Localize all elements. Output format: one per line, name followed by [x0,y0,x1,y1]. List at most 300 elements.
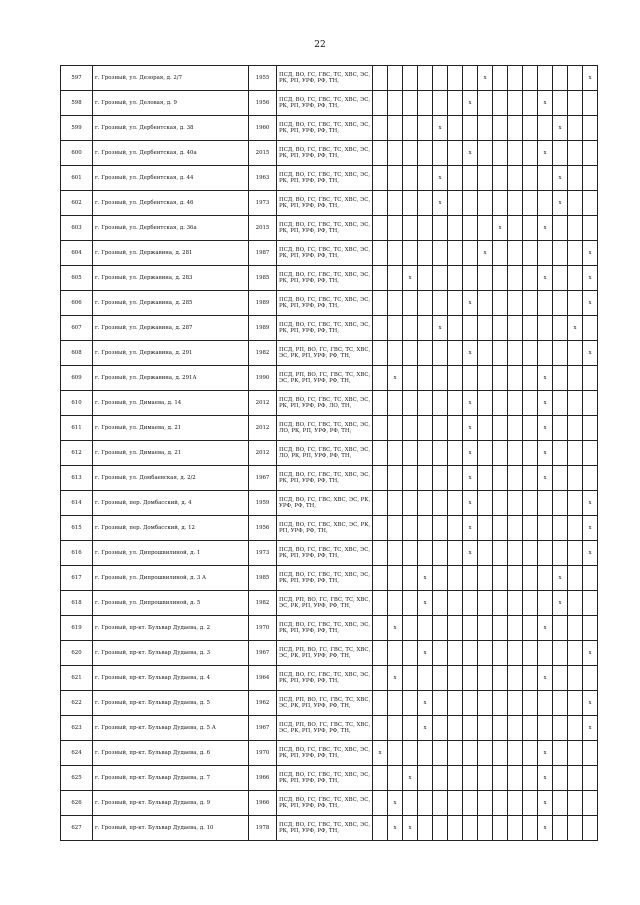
row-mark-cell [538,116,553,141]
row-mark-cell [373,191,388,216]
row-mark-cell [373,591,388,616]
row-year: 1956 [249,91,277,116]
row-mark-cell [538,341,553,366]
table-row [61,316,598,341]
row-mark-cell [448,66,463,91]
row-mark-cell [508,466,523,491]
row-mark-cell [568,91,583,116]
row-mark-cell [418,516,433,541]
row-mark-cell: х [388,666,403,691]
row-mark-cell: х [538,441,553,466]
row-mark-cell [433,516,448,541]
row-mark-cell [418,241,433,266]
row-mark-cell [403,416,418,441]
row-mark-cell [448,541,463,566]
row-mark-cell [523,266,538,291]
table-row [61,66,598,91]
row-year: 2012 [249,416,277,441]
row-mark-cell [433,666,448,691]
row-mark-cell [418,666,433,691]
row-mark-cell [538,516,553,541]
row-mark-cell [403,691,418,716]
row-mark-cell [418,541,433,566]
table-row [61,816,598,841]
row-mark-cell [478,266,493,291]
row-mark-cell [418,341,433,366]
row-mark-cell [403,366,418,391]
row-mark-cell [418,616,433,641]
row-mark-cell [403,166,418,191]
row-year: 1967 [249,716,277,741]
row-mark-cell [478,316,493,341]
row-mark-cell [523,316,538,341]
row-mark-cell [523,141,538,166]
row-mark-cell [463,166,478,191]
row-mark-cell [448,166,463,191]
row-mark-cell [463,766,478,791]
row-mark-cell: х [538,141,553,166]
row-mark-cell [478,91,493,116]
row-mark-cell [508,291,523,316]
table-row [61,191,598,216]
row-year: 1959 [249,491,277,516]
row-mark-cell [448,741,463,766]
row-mark-cell [568,291,583,316]
row-mark-cell [373,341,388,366]
row-mark-cell [463,691,478,716]
row-mark-cell: х [583,241,598,266]
row-mark-cell [388,741,403,766]
row-mark-cell [493,291,508,316]
table-row [61,766,598,791]
row-mark-cell [583,366,598,391]
row-mark-cell [568,716,583,741]
row-address: г. Грозный, ул. Дербентская, д. 36а [93,216,249,241]
row-address: г. Грозный, ул. Дипрошвилиной, д. 1 [93,541,249,566]
row-number: 599 [61,116,93,141]
row-address: г. Грозный, ул. Дипрошвилиной, д. 5 [93,591,249,616]
row-mark-cell [433,716,448,741]
row-mark-cell: х [418,641,433,666]
row-systems: ПСД, ВО, ГС, ГВС, ТС, ХВС, ЭС, РК, РП, УРФ, РФ, ТН, [277,166,373,191]
row-mark-cell [388,316,403,341]
row-mark-cell [568,741,583,766]
row-number: 621 [61,666,93,691]
row-mark-cell [478,391,493,416]
row-mark-cell [478,716,493,741]
row-mark-cell [478,516,493,541]
row-mark-cell [478,366,493,391]
table-row [61,266,598,291]
row-mark-cell [388,591,403,616]
row-number: 613 [61,466,93,491]
row-mark-cell [508,766,523,791]
row-mark-cell [553,516,568,541]
row-mark-cell [418,116,433,141]
row-mark-cell [433,266,448,291]
row-mark-cell [493,166,508,191]
row-mark-cell [553,266,568,291]
row-systems: ПСД, ВО, ГС, ГВС, ТС, ХВС, ЭС, ЛО, РК, РП, УРФ, РФ, ТН, [277,416,373,441]
row-mark-cell [373,566,388,591]
row-mark-cell [523,491,538,516]
row-mark-cell: х [463,466,478,491]
row-mark-cell [388,566,403,591]
row-number: 600 [61,141,93,166]
row-address: г. Грозный, пр-кт. Бульвар Дудаева, д. 5 А [93,716,249,741]
row-mark-cell: х [463,141,478,166]
row-mark-cell: х [433,316,448,341]
row-systems: ПСД, ВО, ГС, ГВС, ТС, ХВС, ЭС, РК, РП, УРФ, РФ, ТН, [277,541,373,566]
row-mark-cell [373,716,388,741]
row-mark-cell [478,216,493,241]
row-mark-cell [388,716,403,741]
row-mark-cell [388,191,403,216]
table-row [61,216,598,241]
row-mark-cell [553,766,568,791]
row-mark-cell [523,91,538,116]
row-systems: ПСД, ВО, ГС, ГВС, ТС, ХВС, ЭС, РК, РП, УРФ, РФ, ТН, [277,766,373,791]
row-address: г. Грозный, пр-кт. Бульвар Дудаева, д. 7 [93,766,249,791]
row-mark-cell [583,91,598,116]
row-mark-cell [493,791,508,816]
table-row [61,141,598,166]
row-mark-cell [418,441,433,466]
row-mark-cell [373,116,388,141]
row-mark-cell [388,416,403,441]
row-number: 624 [61,741,93,766]
row-mark-cell [418,291,433,316]
row-mark-cell [463,666,478,691]
row-mark-cell [433,341,448,366]
row-mark-cell: х [538,416,553,441]
row-mark-cell [508,191,523,216]
row-mark-cell [478,741,493,766]
row-systems: ПСД, ВО, ГС, ГВС, ТС, ХВС, ЭС, РК, РП, УРФ, РФ, ТН, [277,241,373,266]
row-mark-cell [463,216,478,241]
table-row [61,291,598,316]
row-mark-cell [583,616,598,641]
row-address: г. Грозный, пр-кт. Бульвар Дудаева, д. 2 [93,616,249,641]
row-mark-cell [568,566,583,591]
row-mark-cell [478,191,493,216]
row-mark-cell: х [538,266,553,291]
row-year: 1955 [249,66,277,91]
row-mark-cell [463,716,478,741]
row-mark-cell [463,816,478,841]
row-mark-cell [418,216,433,241]
row-mark-cell [373,816,388,841]
row-mark-cell [373,166,388,191]
row-mark-cell [583,316,598,341]
row-mark-cell: х [583,491,598,516]
row-mark-cell [478,491,493,516]
row-mark-cell [523,516,538,541]
row-mark-cell [523,291,538,316]
row-mark-cell [448,766,463,791]
row-mark-cell [523,666,538,691]
row-year: 1970 [249,616,277,641]
row-mark-cell [388,266,403,291]
row-mark-cell [493,266,508,291]
row-systems: ПСД, ВО, ГС, ГВС, ТС, ХВС, ЭС, РК, РП, УРФ, РФ, ТН, [277,466,373,491]
row-mark-cell [448,666,463,691]
row-mark-cell [373,366,388,391]
row-mark-cell [448,291,463,316]
row-systems: ПСД, ВО, ГС, ГВС, ТС, ХВС, ЭС, РК, РП, УРФ, РФ, ТН, [277,91,373,116]
row-mark-cell: х [403,266,418,291]
row-mark-cell [373,216,388,241]
table-row [61,341,598,366]
row-mark-cell [448,266,463,291]
row-mark-cell: х [403,816,418,841]
row-mark-cell [538,291,553,316]
row-mark-cell [568,541,583,566]
row-mark-cell [373,391,388,416]
row-mark-cell [583,666,598,691]
row-mark-cell [508,241,523,266]
row-mark-cell [508,266,523,291]
row-mark-cell [433,91,448,116]
row-mark-cell [568,591,583,616]
row-mark-cell [433,491,448,516]
row-mark-cell [448,416,463,441]
table-row [61,466,598,491]
row-mark-cell: х [553,591,568,616]
row-mark-cell [523,241,538,266]
row-mark-cell [478,616,493,641]
row-mark-cell [523,66,538,91]
row-mark-cell [403,491,418,516]
row-mark-cell [433,66,448,91]
row-mark-cell [493,116,508,141]
row-address: г. Грозный, ул. Деловая, д. 9 [93,91,249,116]
row-mark-cell [553,641,568,666]
table-row [61,791,598,816]
row-mark-cell [433,391,448,416]
row-year: 2015 [249,141,277,166]
row-year: 1989 [249,291,277,316]
row-mark-cell [538,541,553,566]
row-mark-cell [493,616,508,641]
row-mark-cell [448,616,463,641]
row-address: г. Грозный, ул. Державина, д. 287 [93,316,249,341]
row-mark-cell [478,666,493,691]
row-number: 619 [61,616,93,641]
row-mark-cell [508,316,523,341]
row-mark-cell [448,341,463,366]
row-systems: ПСД, ВО, ГС, ГВС, ХВС, ЭС, РК, РП, УРФ, РФ, ТН, [277,516,373,541]
row-systems: ПСД, ВО, ГС, ГВС, ХВС, ЭС, РК, УРФ, РФ, ТН, [277,491,373,516]
row-mark-cell [508,391,523,416]
row-mark-cell [373,141,388,166]
row-mark-cell [478,166,493,191]
row-systems: ПСД, ВО, ГС, ГВС, ТС, ХВС, ЭС, РК, РП, УРФ, РФ, ТН, [277,66,373,91]
row-mark-cell [583,191,598,216]
row-year: 1985 [249,566,277,591]
row-mark-cell: х [463,341,478,366]
row-mark-cell [478,341,493,366]
row-mark-cell [448,716,463,741]
row-mark-cell [463,66,478,91]
row-mark-cell [373,791,388,816]
row-mark-cell [388,541,403,566]
row-mark-cell [568,341,583,366]
row-mark-cell [553,216,568,241]
row-mark-cell [568,141,583,166]
row-systems: ПСД, РП, ВО, ГС, ГВС, ТС, ХВС, ЭС, РК, РП, УРФ, РФ, ТН, [277,716,373,741]
row-mark-cell: х [553,166,568,191]
row-address: г. Грозный, ул. Димаева, д. 21 [93,441,249,466]
row-mark-cell [373,291,388,316]
row-mark-cell [553,441,568,466]
row-address: г. Грозный, ул. Димаева, д. 14 [93,391,249,416]
row-mark-cell [388,241,403,266]
row-mark-cell [523,791,538,816]
row-mark-cell [538,491,553,516]
row-mark-cell [538,641,553,666]
row-mark-cell [388,291,403,316]
row-address: г. Грозный, ул. Дипрошвилиной, д. 3 А [93,566,249,591]
row-mark-cell [493,141,508,166]
row-mark-cell: х [463,441,478,466]
row-address: г. Грозный, ул. Дербентская, д. 38 [93,116,249,141]
row-year: 2012 [249,441,277,466]
row-mark-cell: х [538,816,553,841]
row-mark-cell [493,741,508,766]
row-mark-cell [568,766,583,791]
row-address: г. Грозный, ул. Дербентская, д. 46 [93,191,249,216]
row-mark-cell [553,716,568,741]
row-mark-cell [403,341,418,366]
row-mark-cell [553,666,568,691]
row-mark-cell [493,816,508,841]
row-mark-cell [508,666,523,691]
row-mark-cell [403,566,418,591]
row-mark-cell [538,691,553,716]
table-row [61,491,598,516]
row-mark-cell [448,491,463,516]
row-systems: ПСД, РП, ВО, ГС, ГВС, ТС, ХВС, ЭС, РК, РП, УРФ, РФ, ТН, [277,341,373,366]
row-mark-cell [508,491,523,516]
row-address: г. Грозный, ул. Державина, д. 281 [93,241,249,266]
row-mark-cell [388,216,403,241]
row-mark-cell [388,66,403,91]
row-number: 598 [61,91,93,116]
row-mark-cell [553,691,568,716]
row-mark-cell [433,766,448,791]
row-mark-cell [433,441,448,466]
row-systems: ПСД, ВО, ГС, ГВС, ТС, ХВС, ЭС, РК, РП, УРФ, РФ, ТН, [277,791,373,816]
row-mark-cell [553,341,568,366]
row-mark-cell [463,641,478,666]
row-year: 1963 [249,166,277,191]
row-mark-cell [583,566,598,591]
row-mark-cell: х [418,566,433,591]
row-mark-cell [448,91,463,116]
row-address: г. Грозный, ул. Державина, д. 291А [93,366,249,391]
row-mark-cell [553,616,568,641]
row-mark-cell [568,366,583,391]
row-mark-cell [493,366,508,391]
row-mark-cell [403,116,418,141]
row-mark-cell [508,541,523,566]
row-mark-cell [388,141,403,166]
row-systems: ПСД, ВО, ГС, ГВС, ТС, ХВС, ЭС, РК, РП, УРФ, РФ, ТН, [277,141,373,166]
row-mark-cell [508,791,523,816]
row-mark-cell [433,816,448,841]
row-mark-cell [433,141,448,166]
row-mark-cell [553,791,568,816]
row-number: 620 [61,641,93,666]
row-mark-cell [553,491,568,516]
row-address: г. Грозный, пр-кт. Бульвар Дудаева, д. 3 [93,641,249,666]
row-mark-cell [403,616,418,641]
row-number: 609 [61,366,93,391]
table-row [61,116,598,141]
row-mark-cell: х [583,516,598,541]
row-address: г. Грозный, ул. Державина, д. 285 [93,291,249,316]
table-row [61,441,598,466]
row-mark-cell: х [433,191,448,216]
row-mark-cell [463,791,478,816]
row-mark-cell [433,466,448,491]
row-mark-cell: х [583,641,598,666]
row-mark-cell [463,591,478,616]
row-mark-cell [493,466,508,491]
row-mark-cell: х [538,741,553,766]
table-row [61,716,598,741]
row-mark-cell [568,391,583,416]
row-mark-cell [448,316,463,341]
row-mark-cell [523,616,538,641]
row-mark-cell [433,416,448,441]
row-year: 1970 [249,741,277,766]
row-mark-cell [403,91,418,116]
row-mark-cell [388,116,403,141]
row-mark-cell [433,616,448,641]
row-address: г. Грозный, ул. Домбаевская, д. 2/2 [93,466,249,491]
row-number: 617 [61,566,93,591]
row-mark-cell [388,391,403,416]
row-year: 1973 [249,541,277,566]
row-mark-cell [523,166,538,191]
row-mark-cell [523,366,538,391]
row-mark-cell [508,741,523,766]
row-mark-cell: х [583,691,598,716]
row-mark-cell [373,516,388,541]
row-systems: ПСД, РП, ВО, ГС, ГВС, ТС, ХВС, ЭС, РК, РП, УРФ, РФ, ТН, [277,366,373,391]
row-mark-cell [388,166,403,191]
table-body [61,66,598,841]
row-mark-cell [523,216,538,241]
row-mark-cell [403,541,418,566]
row-year: 1966 [249,766,277,791]
row-mark-cell [448,116,463,141]
row-address: г. Грозный, ул. Дезорая, д. 2/7 [93,66,249,91]
row-mark-cell [448,466,463,491]
row-mark-cell [478,441,493,466]
row-mark-cell: х [583,341,598,366]
row-mark-cell [433,691,448,716]
row-mark-cell [508,691,523,716]
row-mark-cell [538,166,553,191]
row-mark-cell [523,741,538,766]
row-mark-cell [448,441,463,466]
row-mark-cell [568,816,583,841]
row-mark-cell [478,116,493,141]
row-mark-cell: х [418,691,433,716]
